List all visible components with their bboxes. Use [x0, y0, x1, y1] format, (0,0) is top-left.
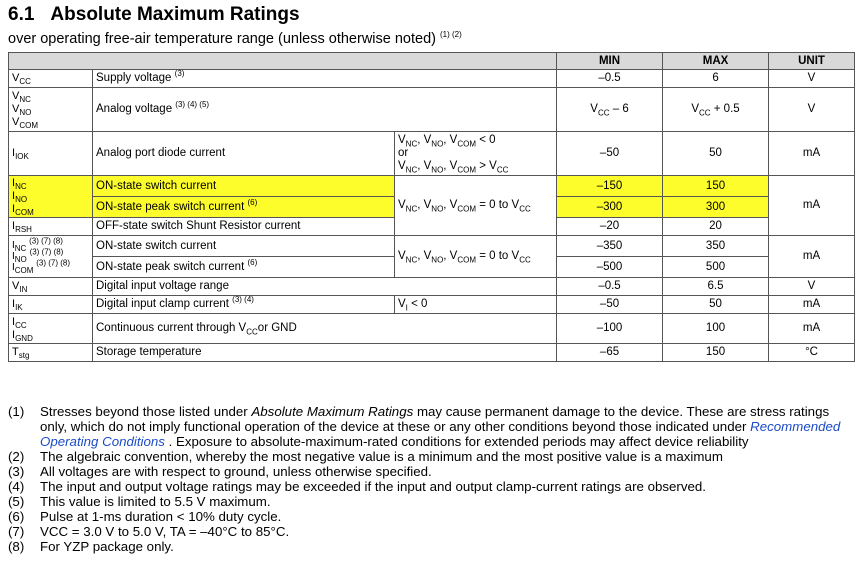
- table-row: [9, 132, 855, 176]
- condition-or: or: [398, 147, 409, 159]
- footnote: [8, 539, 856, 554]
- min-cell: –50: [557, 296, 663, 314]
- footnote: [8, 479, 856, 494]
- condition-cell: $V_I < 0$: [395, 296, 557, 314]
- unit-cell: mA: [769, 132, 855, 176]
- min-cell: –65: [557, 344, 663, 362]
- min-cell: –350: [557, 236, 663, 257]
- table-row: [9, 88, 855, 132]
- param-cell: [93, 197, 395, 218]
- symbol-icc-ignd: $I_{CC}$ $I_{GND}$: [9, 314, 93, 344]
- param-cell: [93, 88, 557, 132]
- min-cell: –0.5: [557, 278, 663, 296]
- footnote: [8, 524, 856, 539]
- unit-cell: V: [769, 278, 855, 296]
- param-label: Digital input clamp current: [96, 298, 229, 310]
- footnote-ref[interactable]: (6): [247, 197, 258, 207]
- table-row: [9, 278, 855, 296]
- unit-cell: mA: [769, 314, 855, 344]
- symbol-inc-ino-icom: $I_{NC}$ $I_{NO}$ $I_{COM}$: [9, 176, 93, 218]
- min-cell: –500: [557, 257, 663, 278]
- param-cell: [93, 296, 395, 314]
- footnotes: [8, 404, 856, 554]
- min-cell: –100: [557, 314, 663, 344]
- table-header-row: [9, 53, 855, 70]
- footnote-number: (6): [8, 509, 25, 524]
- max-cell: 500: [663, 257, 769, 278]
- footnote-number: (5): [8, 494, 25, 509]
- table-row: [9, 314, 855, 344]
- footnote-text: The input and output voltage ratings may be exceeded if the input and output clamp-current ratings are observed.: [40, 479, 706, 494]
- unit-cell: °C: [769, 344, 855, 362]
- footnote-text-part: Stresses beyond those listed under: [40, 404, 252, 419]
- unit-cell: mA: [769, 236, 855, 278]
- unit-cell: mA: [769, 176, 855, 236]
- param-cell: ON-state switch current: [93, 176, 395, 197]
- max-cell: 150: [663, 344, 769, 362]
- max-cell: $V_{CC} + 0.5$: [663, 88, 769, 132]
- footnote-ref[interactable]: (3) (4): [232, 295, 254, 305]
- footnote-ref[interactable]: (6): [247, 257, 258, 267]
- header-min: MIN: [557, 53, 663, 70]
- symbol-vnc-vno-vcom: $V_{NC}$ $V_{NO}$ $V_{COM}$: [9, 88, 93, 132]
- param-cell: ON-state switch current: [93, 236, 395, 257]
- max-cell: 100: [663, 314, 769, 344]
- header-unit: UNIT: [769, 53, 855, 70]
- footnote-ref[interactable]: (3) (7) (8): [29, 247, 64, 257]
- symbol-inc-ino-icom-yzp: $I_{NC}$ $^{(3) (7) (8)}$ $I_{NO}$ $^{(3) (7) (8)}$ $I_{COM}$ $^{(3) (7) (8)}$: [9, 236, 93, 278]
- param-cell: Storage temperature: [93, 344, 557, 362]
- footnote-text: [40, 404, 856, 449]
- table-row: [9, 344, 855, 362]
- max-cell: 300: [663, 197, 769, 218]
- condition-cell: $V_{NC}$, $V_{NO}$, $V_{COM} = 0$ to $V_{CC}$: [395, 176, 557, 236]
- footnote-text: This value is limited to 5.5 V maximum.: [40, 494, 271, 509]
- footnote-ref[interactable]: (3) (4) (5): [175, 100, 210, 110]
- footnote-text-part: . Exposure to absolute-maximum-rated conditions for extended periods may affect device reliability: [164, 434, 749, 449]
- param-label: Analog voltage: [96, 103, 173, 115]
- subtitle-text: over operating free-air temperature range (unless otherwise noted): [8, 31, 436, 47]
- table-row: [9, 176, 855, 197]
- min-cell: –300: [557, 197, 663, 218]
- footnote-text: The algebraic convention, whereby the most negative value is a minimum and the most positive value is a maximum: [40, 449, 723, 464]
- max-cell: 350: [663, 236, 769, 257]
- param-cell: [93, 257, 395, 278]
- footnote: [8, 464, 856, 479]
- footnote-text-part: may cause permanent damage to the device. These are stress ratings only, which do not imply functional operation of the device at these or any other conditions beyond those indicated under: [40, 404, 830, 434]
- footnote-ref[interactable]: (3) (7) (8): [29, 236, 63, 246]
- max-cell: 6: [663, 70, 769, 88]
- condition-cell: $V_{NC}$, $V_{NO}$, $V_{COM} < 0$ or $V_{NC}$, $V_{NO}$, $V_{COM} > V_{CC}$: [395, 132, 557, 176]
- param-label: ON-state peak switch current: [96, 260, 245, 273]
- symbol-irsh: $I_{RSH}$: [9, 218, 93, 236]
- table-subtitle: [8, 31, 462, 47]
- unit-cell: mA: [769, 296, 855, 314]
- footnote-text: All voltages are with respect to ground, unless otherwise specified.: [40, 464, 432, 479]
- footnote-number: (7): [8, 524, 25, 539]
- footnote-number: (3): [8, 464, 25, 479]
- footnote: [8, 449, 856, 464]
- min-cell: $V_{CC} - 6$: [557, 88, 663, 132]
- header-blank: [9, 53, 557, 70]
- param-cell: [93, 70, 557, 88]
- unit-cell: V: [769, 70, 855, 88]
- footnote-number: (8): [8, 539, 25, 554]
- footnote-text: Pulse at 1-ms duration < 10% duty cycle.: [40, 509, 282, 524]
- table-row: [9, 236, 855, 257]
- max-cell: 6.5: [663, 278, 769, 296]
- footnote-number: (4): [8, 479, 25, 494]
- recommended-operating-conditions-link[interactable]: Recommended Operating Conditions: [40, 419, 841, 449]
- max-cell: 150: [663, 176, 769, 197]
- table-row: [9, 296, 855, 314]
- table-row: [9, 70, 855, 88]
- footnote-number: (1): [8, 404, 25, 419]
- param-cell: Continuous current through $V_{CC}or$ GND: [93, 314, 557, 344]
- unit-cell: V: [769, 88, 855, 132]
- symbol-tstg: $T_{stg}$: [9, 344, 93, 362]
- symbol-iik: $I_{IK}$: [9, 296, 93, 314]
- min-cell: –150: [557, 176, 663, 197]
- condition-cell: $V_{NC}$, $V_{NO}$, $V_{COM} = 0$ to $V_{CC}$: [395, 236, 557, 278]
- subtitle-footnote-refs[interactable]: (1) (2): [440, 30, 462, 40]
- footnote-italic: Absolute Maximum Ratings: [251, 404, 414, 419]
- param-cell: Digital input voltage range: [93, 278, 557, 296]
- max-cell: 50: [663, 296, 769, 314]
- param-label: ON-state peak switch current: [96, 200, 245, 213]
- section-number: 6.1: [8, 4, 35, 25]
- footnote: [8, 494, 856, 509]
- footnote-text: For YZP package only.: [40, 539, 174, 554]
- min-cell: –50: [557, 132, 663, 176]
- section-title-text: Absolute Maximum Ratings: [50, 4, 300, 25]
- param-cell: OFF-state switch Shunt Resistor current: [93, 218, 395, 236]
- footnote: [8, 509, 856, 524]
- min-cell: –0.5: [557, 70, 663, 88]
- footnote-ref[interactable]: (3): [174, 69, 185, 79]
- footnote-number: (2): [8, 449, 25, 464]
- section-title: [8, 4, 300, 26]
- param-cell: Analog port diode current: [93, 132, 395, 176]
- absolute-maximum-ratings-table: [8, 52, 855, 362]
- min-cell: –20: [557, 218, 663, 236]
- symbol-vcc: $V_{CC}$: [9, 70, 93, 88]
- symbol-iiok: $I_{IOK}$: [9, 132, 93, 176]
- footnote-ref[interactable]: (3) (7) (8): [36, 258, 71, 268]
- header-max: MAX: [663, 53, 769, 70]
- param-label: Supply voltage: [96, 72, 172, 84]
- max-cell: 20: [663, 218, 769, 236]
- footnote-text: VCC = 3.0 V to 5.0 V, TA = –40°C to 85°C.: [40, 524, 290, 539]
- footnote: [8, 404, 856, 449]
- max-cell: 50: [663, 132, 769, 176]
- symbol-vin: $V_{IN}$: [9, 278, 93, 296]
